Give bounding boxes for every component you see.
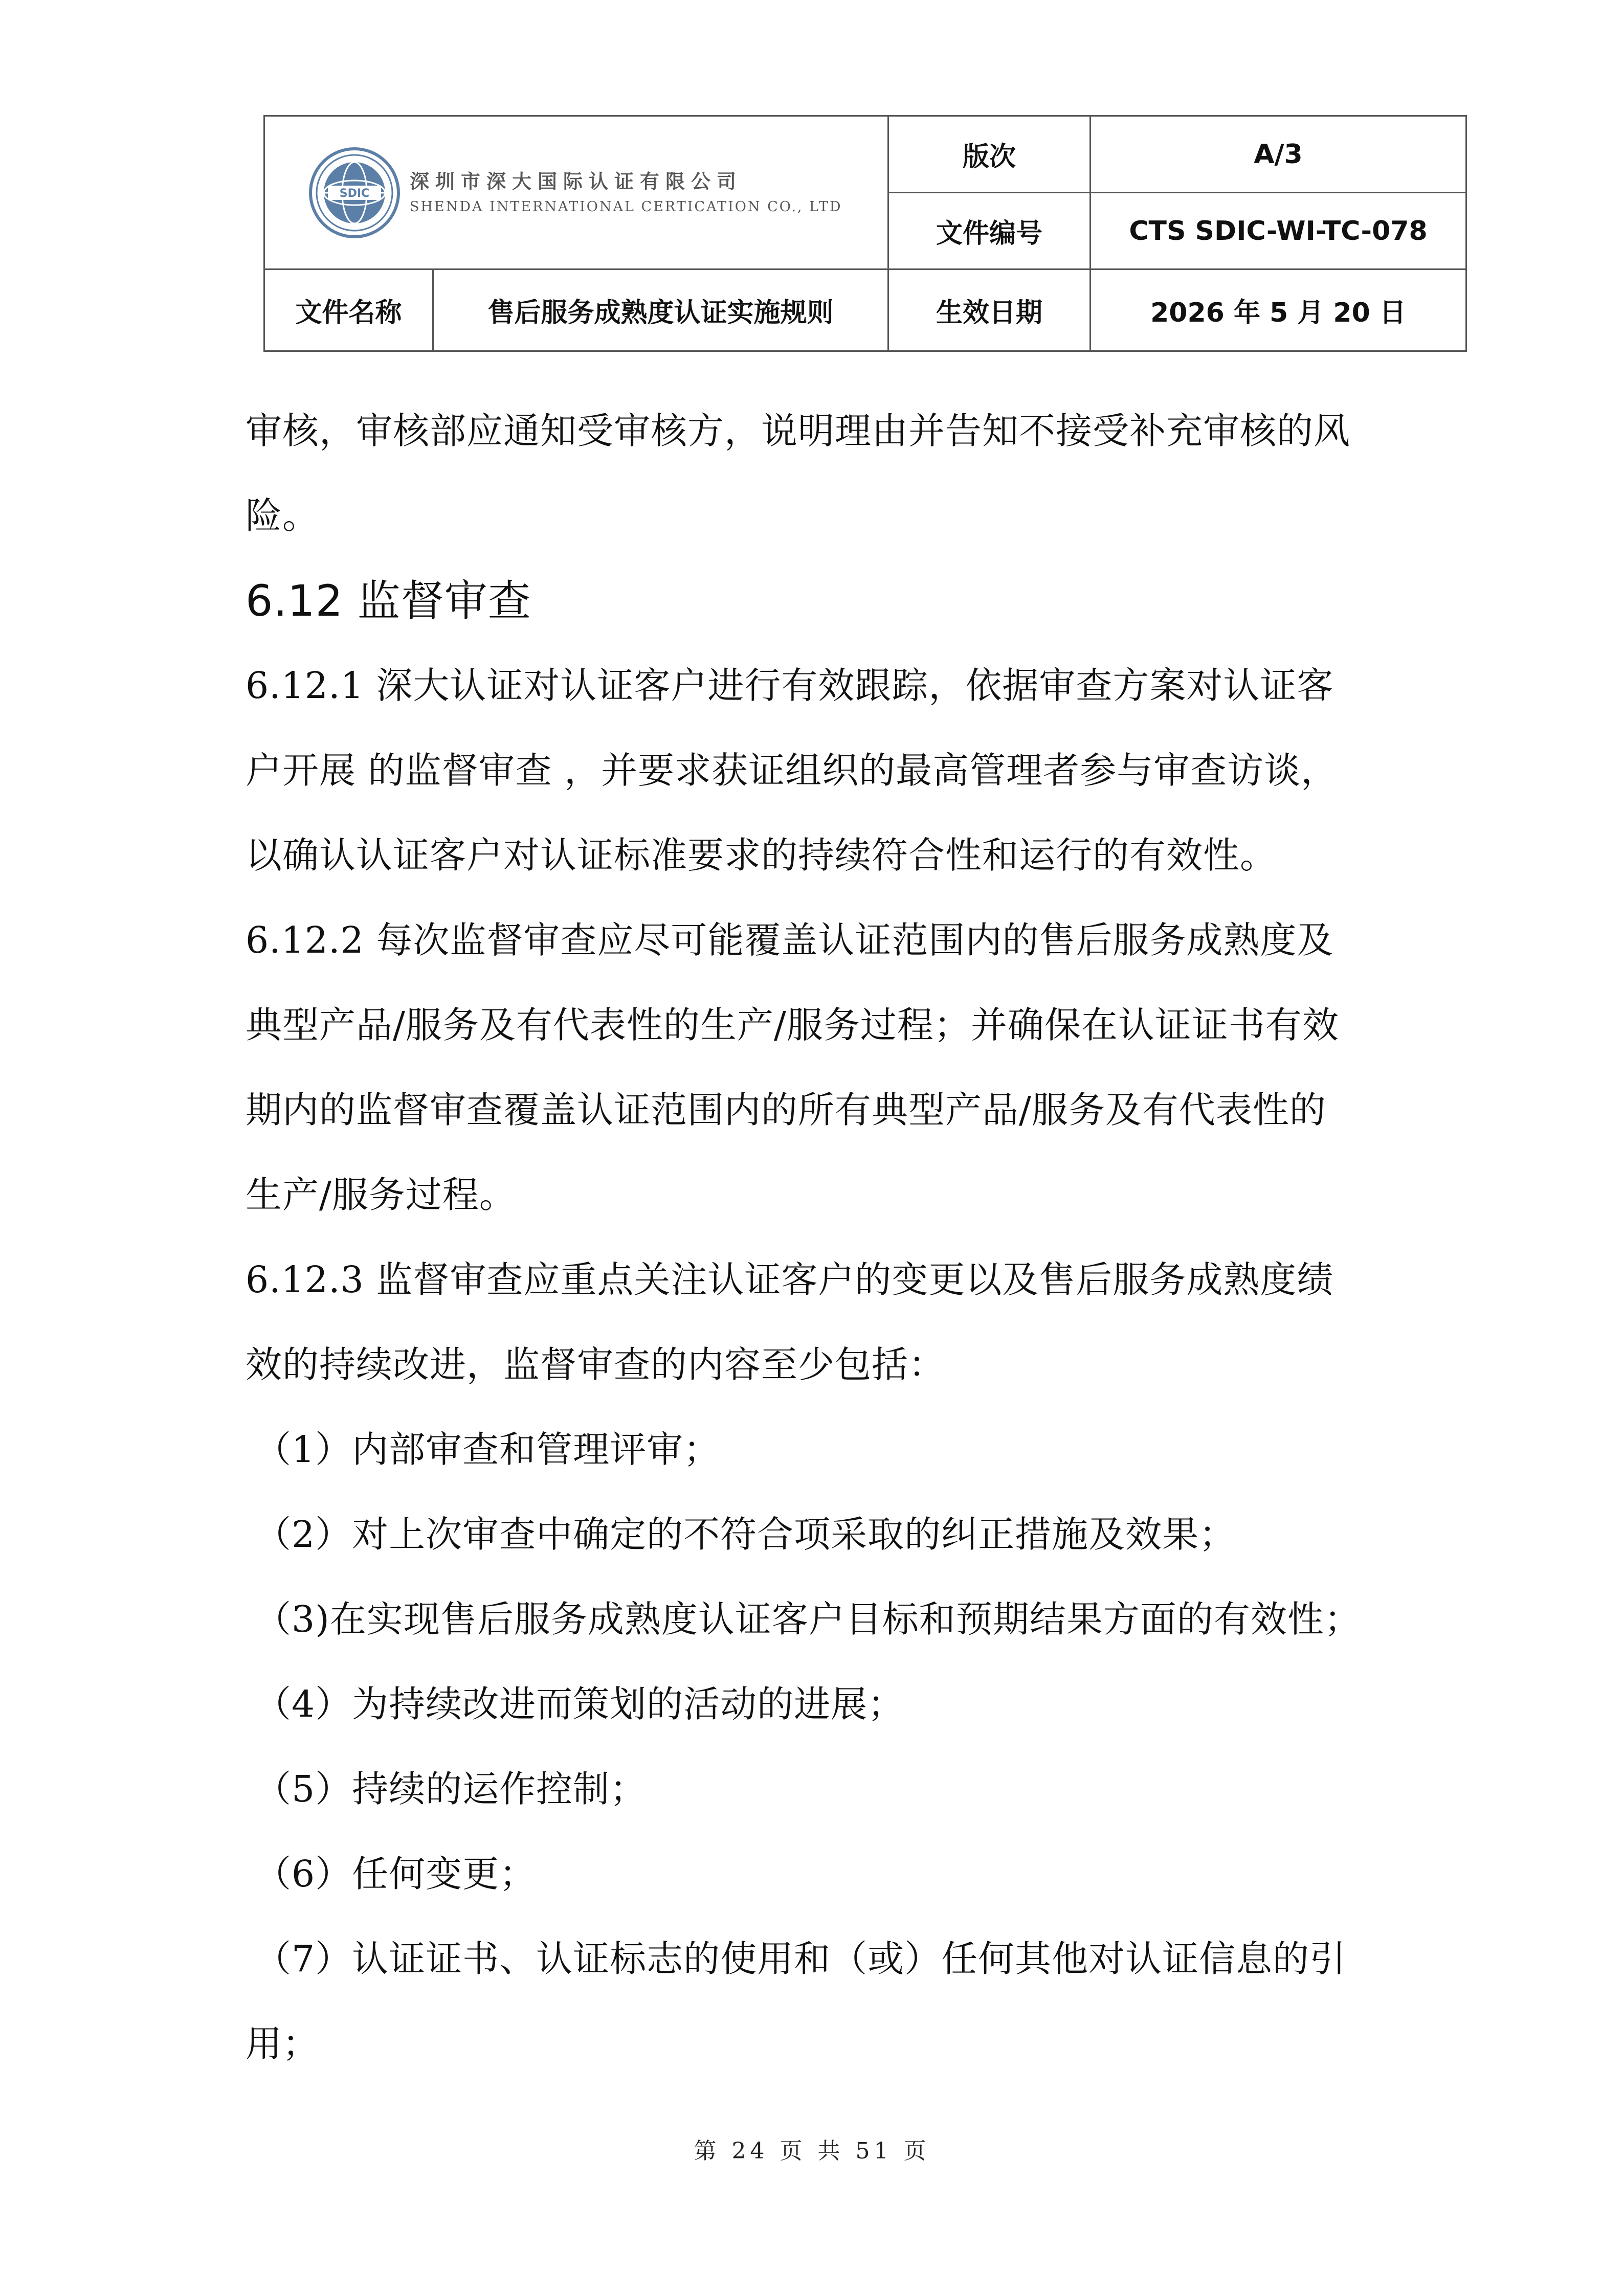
paragraph-line: 以确认认证客户对认证标准要求的持续符合性和运行的有效性。 (246, 834, 1277, 876)
section-heading: 6.12 监督审查 (246, 576, 531, 626)
paragraph-line: 6.12.2 每次监督审查应尽可能覆盖认证范围内的售后服务成熟度及 (246, 919, 1334, 961)
list-item: （6）任何变更； (255, 1853, 537, 1895)
paragraph-line: 期内的监督审查覆盖认证范围内的所有典型产品/服务及有代表性的 (246, 1089, 1326, 1131)
paragraph-line: 审核，审核部应通知受审核方，说明理由并告知不接受补充审核的风 (246, 410, 1351, 452)
doc-name-label: 文件名称 (264, 269, 433, 351)
version-label: 版次 (888, 116, 1091, 193)
paragraph-line: 效的持续改进，监督审查的内容至少包括： (246, 1343, 946, 1386)
list-item: （1）内部审查和管理评审； (255, 1428, 721, 1471)
list-item: （4）为持续改进而策划的活动的进展； (255, 1683, 905, 1725)
paragraph-line: 6.12.1 深大认证对认证客户进行有效跟踪，依据审查方案对认证客 (246, 664, 1334, 707)
effective-date-value: 2026 年 5 月 20 日 (1091, 269, 1466, 351)
list-item: （7）认证证书、认证标志的使用和（或）任何其他对认证信息的引 (255, 1938, 1347, 1980)
list-item: （2）对上次审查中确定的不符合项采取的纠正措施及效果； (255, 1513, 1236, 1556)
paragraph-line: 用； (246, 2022, 320, 2065)
document-header-table (263, 115, 1467, 352)
version-value: A/3 (1091, 116, 1466, 193)
doc-name-value: 售后服务成熟度认证实施规则 (433, 269, 888, 351)
company-logo-cell (264, 116, 888, 269)
paragraph-line: 6.12.3 监督审查应重点关注认证客户的变更以及售后服务成熟度绩 (246, 1258, 1334, 1301)
company-name-en: SHENDA INTERNATIONAL CERTICATION CO., LTD (410, 198, 842, 215)
paragraph-line: 典型产品/服务及有代表性的生产/服务过程；并确保在认证证书有效 (246, 1004, 1339, 1046)
logo-badge-text: SDIC (339, 187, 370, 200)
paragraph-line: 险。 (246, 494, 320, 537)
document-body (246, 389, 1386, 2086)
doc-number-value: CTS SDIC-WI-TC-078 (1091, 193, 1466, 269)
doc-number-label: 文件编号 (888, 193, 1091, 269)
paragraph-line: 户开展 的监督审查 ，并要求获证组织的最高管理者参与审查访谈， (246, 749, 1338, 792)
company-emblem-icon (308, 147, 401, 239)
company-name-cn: 深圳市深大国际认证有限公司 (410, 170, 743, 193)
list-item: （5）持续的运作控制； (255, 1768, 647, 1810)
effective-date-label: 生效日期 (888, 269, 1091, 351)
list-item: （3)在实现售后服务成熟度认证客户目标和预期结果方面的有效性； (255, 1598, 1361, 1640)
company-name-block (410, 168, 842, 217)
company-logo (265, 117, 887, 268)
paragraph-line: 生产/服务过程。 (246, 1174, 516, 1216)
page-number: 第 24 页 共 51 页 (694, 2138, 930, 2164)
